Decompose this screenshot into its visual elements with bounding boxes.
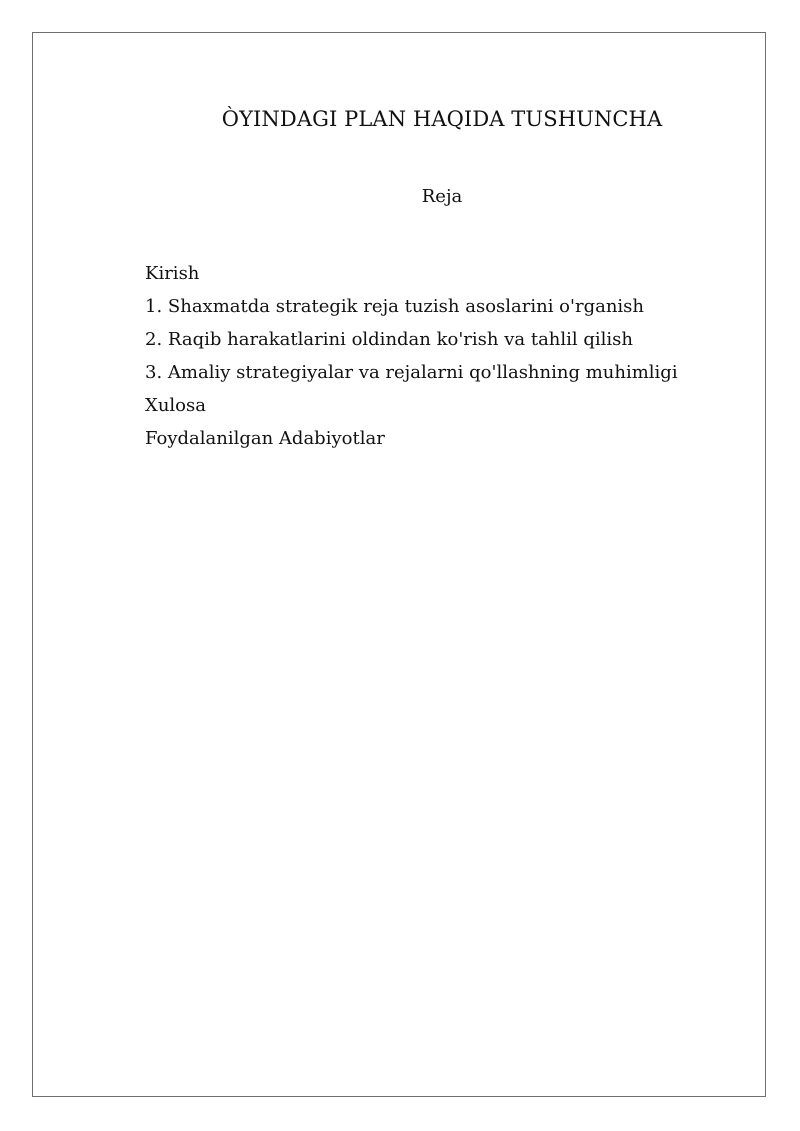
table-of-contents xyxy=(145,257,678,455)
toc-item-conclusion: Xulosa xyxy=(145,395,206,416)
toc-item-3: 3. Amaliy strategiyalar va rejalarni qo'llashning muhimligi xyxy=(145,362,678,383)
toc-item-references: Foydalanilgan Adabiyotlar xyxy=(145,428,385,449)
plan-heading: Reja xyxy=(421,186,463,207)
toc-item-2: 2. Raqib harakatlarini oldindan ko'rish va tahlil qilish xyxy=(145,329,634,350)
document-page xyxy=(32,32,766,1097)
page-title: ÒYINDAGI PLAN HAQIDA TUSHUNCHA xyxy=(221,107,663,131)
toc-item-1: 1. Shaxmatda strategik reja tuzish asoslarini o'rganish xyxy=(145,296,645,317)
toc-item-introduction: Kirish xyxy=(145,263,200,284)
